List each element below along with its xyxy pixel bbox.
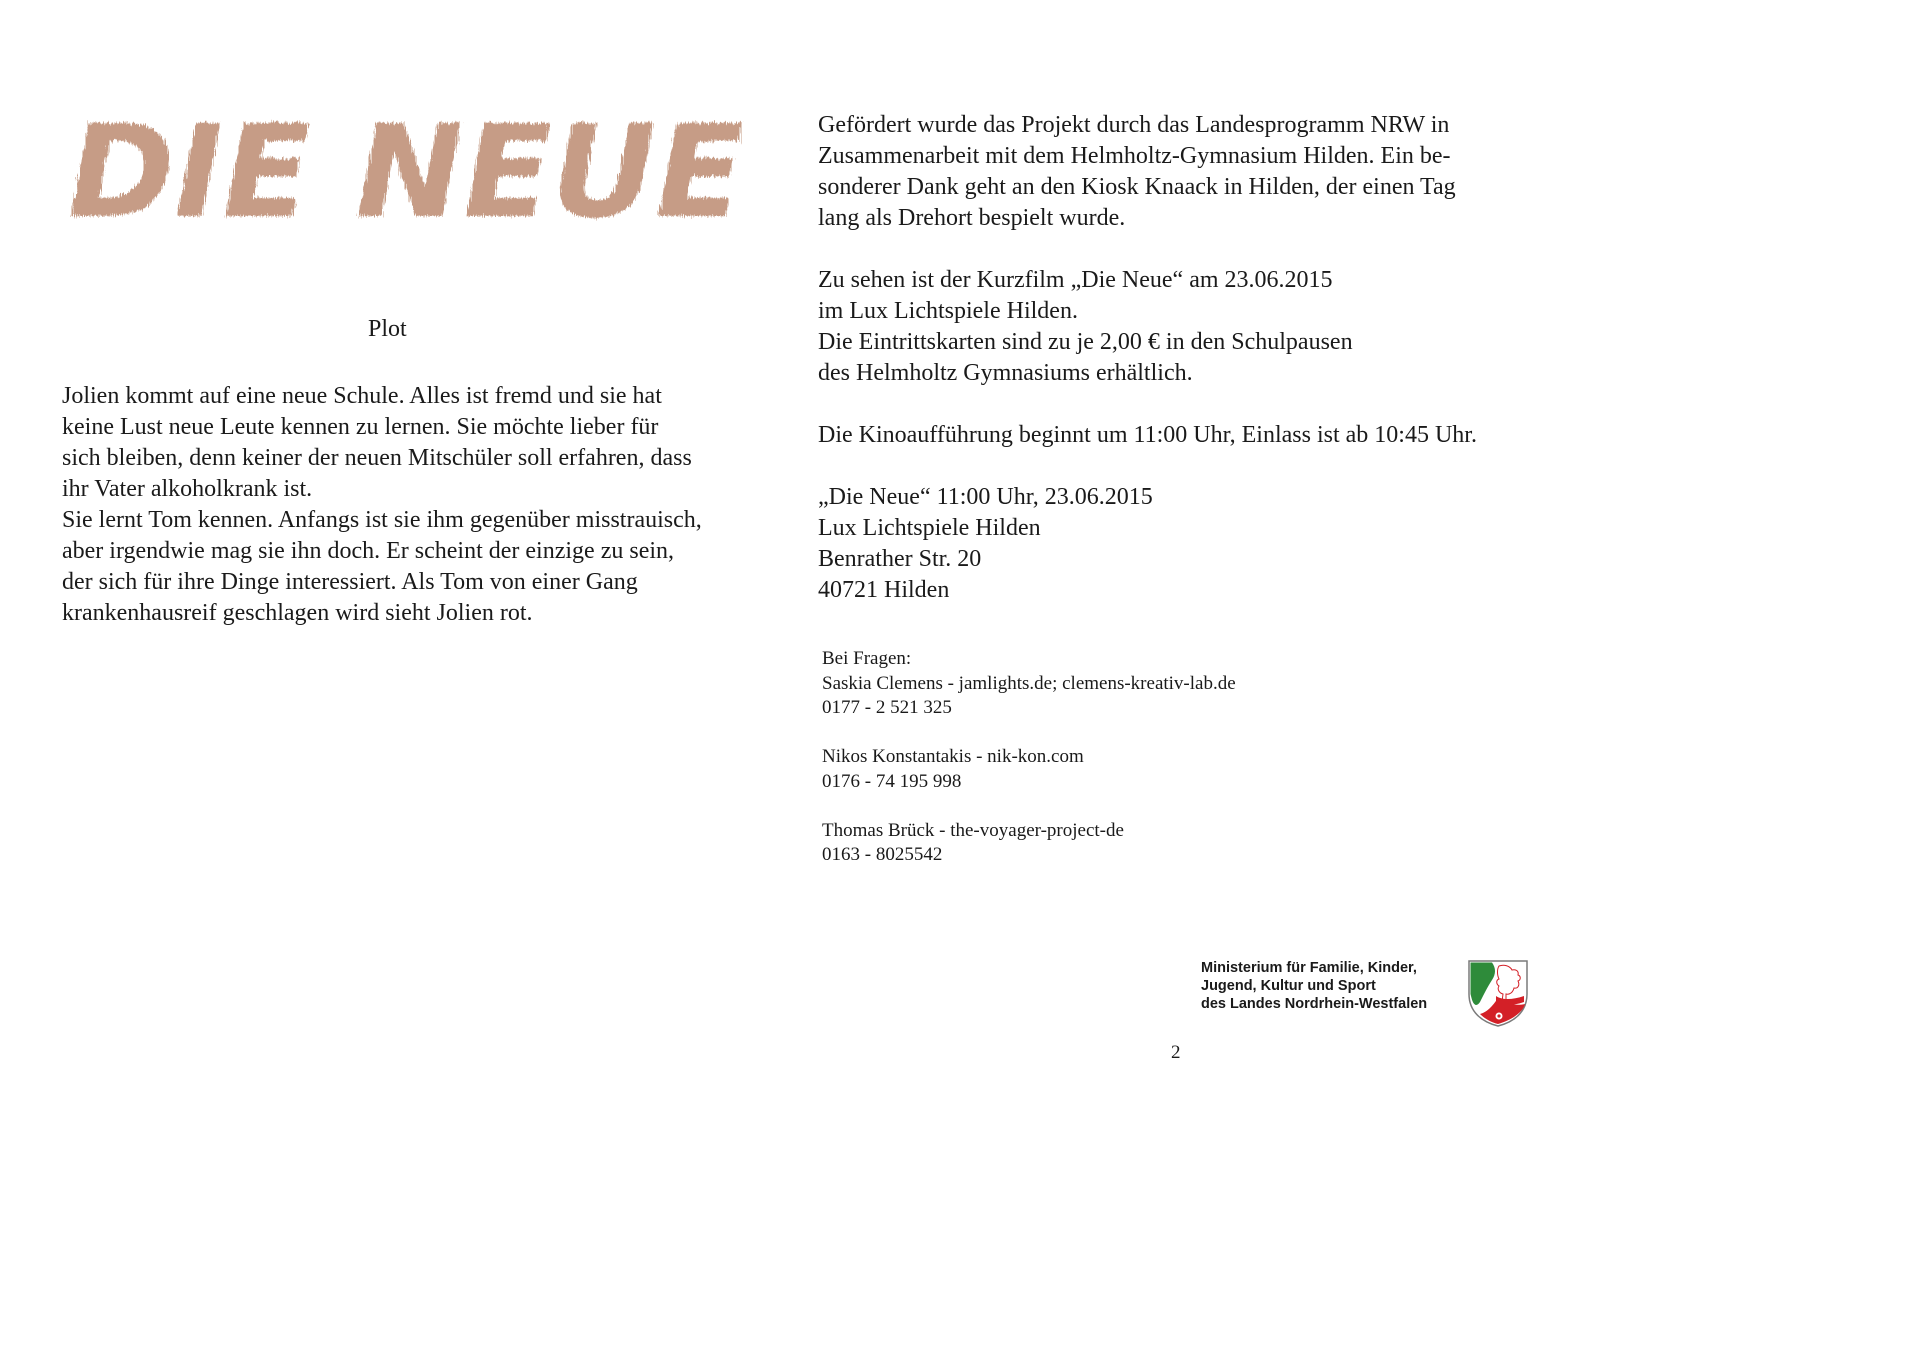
title-logo-art: [60, 100, 760, 235]
contact-entry: [822, 647, 1422, 721]
plot-line: keine Lust neue Leute kennen zu lernen. Sie möchte lieber für: [62, 414, 659, 440]
address-line: Benrather Str. 20: [818, 546, 982, 572]
screening-line: im Lux Lichtspiele Hilden.: [818, 298, 1078, 324]
title-logo-text: DIE NEUE: [68, 100, 744, 235]
plot-line: aber irgendwie mag sie ihn doch. Er scheint der einzige zu sein,: [62, 538, 675, 564]
funding-line: sonderer Dank geht an den Kiosk Knaack in Hilden, der einen Tag: [818, 174, 1456, 200]
plot-line: Sie lernt Tom kennen. Anfangs ist sie ihm gegenüber misstrauisch,: [62, 507, 702, 533]
address-line: Lux Lichtspiele Hilden: [818, 515, 1041, 541]
nrw-coat-of-arms-icon: [1466, 958, 1530, 1028]
contact-name: Thomas Brück - the-voyager-project-de: [822, 819, 1124, 841]
time-paragraph: [818, 420, 1548, 451]
page-number: 2: [1171, 1042, 1181, 1063]
ministry-line: des Landes Nordrhein-Westfalen: [1201, 996, 1428, 1012]
funding-line: Gefördert wurde das Projekt durch das Landesprogramm NRW in: [818, 112, 1450, 138]
contact-phone: 0177 - 2 521 325: [822, 697, 952, 718]
funding-line: lang als Drehort bespielt wurde.: [818, 205, 1126, 231]
screening-paragraph: [818, 265, 1548, 389]
ministry-line: Ministerium für Familie, Kinder,: [1201, 960, 1417, 976]
screening-line: Zu sehen ist der Kurzfilm „Die Neue“ am 23.06.2015: [818, 267, 1333, 293]
plot-line: krankenhausreif geschlagen wird sieht Jolien rot.: [62, 600, 533, 626]
plot-heading: Plot: [368, 316, 407, 342]
contact-phone: 0176 - 74 195 998: [822, 770, 962, 792]
address-paragraph: [818, 482, 1548, 606]
contact-name: Nikos Konstantakis - nik-kon.com: [822, 746, 1084, 767]
contacts-block: [822, 647, 1422, 892]
screening-line: des Helmholtz Gymnasiums erhältlich.: [818, 360, 1193, 386]
contact-name: Saskia Clemens - jamlights.de; clemens-kreativ-lab.de: [822, 672, 1236, 694]
address-line: 40721 Hilden: [818, 577, 950, 603]
contact-entry: [822, 745, 1422, 794]
funding-line: Zusammenarbeit mit dem Helmholtz-Gymnasium Hilden. Ein be-: [818, 143, 1451, 169]
plot-line: ihr Vater alkoholkrank ist.: [62, 476, 313, 502]
funding-paragraph: [818, 110, 1548, 234]
plot-line: sich bleiben, denn keiner der neuen Mitschüler soll erfahren, dass: [62, 445, 692, 471]
contacts-heading: Bei Fragen:: [822, 648, 912, 669]
ministry-logo-text: [1201, 959, 1427, 1013]
title-logo: [60, 100, 760, 235]
plot-line: der sich für ihre Dinge interessiert. Als Tom von einer Gang: [62, 569, 638, 595]
contact-entry: [822, 819, 1422, 868]
plot-line: Jolien kommt auf eine neue Schule. Alles ist fremd und sie hat: [62, 383, 662, 409]
address-line: „Die Neue“ 11:00 Uhr, 23.06.2015: [818, 484, 1153, 510]
plot-text: [62, 381, 782, 629]
info-column: [818, 110, 1548, 637]
ministry-line: Jugend, Kultur und Sport: [1201, 978, 1376, 994]
screening-line: Die Eintrittskarten sind zu je 2,00 € in den Schulpausen: [818, 329, 1353, 355]
contact-phone: 0163 - 8025542: [822, 844, 943, 865]
time-line: Die Kinoaufführung beginnt um 11:00 Uhr, Einlass ist ab 10:45 Uhr.: [818, 422, 1477, 448]
